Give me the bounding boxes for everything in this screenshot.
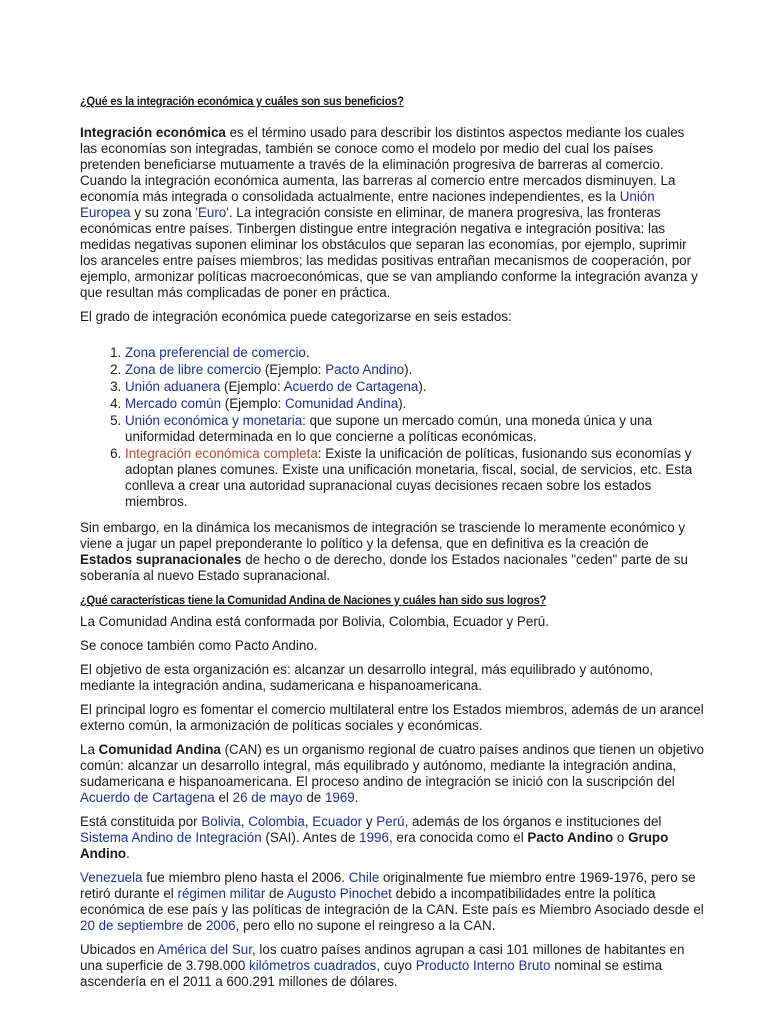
- text: nominal se estima ascendería en el 2011 a 600.291 millones de dólares.: [80, 958, 663, 989]
- text: , además de los órganos e instituciones del: [404, 814, 662, 829]
- heading-integracion: ¿Qué es la integración económica y cuáles son sus beneficios?: [80, 94, 404, 108]
- link-20-septiembre[interactable]: 20 de septiembre: [80, 918, 184, 933]
- text: (Ejemplo:: [261, 362, 326, 377]
- text: : Existe la unificación de políticas, fusionando sus economías y adoptan planes comunes. Existe una unificación monetaria, fiscal, social, de servicios, etc. Esta conlleva a crear una autoridad supranacional cuyas decisiones recaen sobre los estados miembros.: [125, 446, 693, 509]
- link-1969[interactable]: 1969: [324, 790, 355, 805]
- list-item: [125, 345, 704, 361]
- link-kilometros-cuadrados[interactable]: kilómetros cuadrados: [249, 958, 377, 973]
- text: .: [354, 790, 359, 805]
- text: y su zona: [130, 205, 196, 220]
- term-grupo-andino: Grupo Andino: [80, 830, 669, 861]
- link-union-europea[interactable]: Unión Europea: [80, 189, 655, 220]
- text: Sin embargo, en la dinámica los mecanismos de integración se trasciende lo meramente económico y viene a jugar un papel preponderante lo político y la defensa, que en definitiva es la creación de: [80, 520, 686, 551]
- text: , era conocida como el: [388, 830, 528, 845]
- text: . La integración consiste en eliminar, de manera progresiva, las fronteras económicas entre países. Tinbergen distingue entre integración negativa e integración positiva: las medidas negativas suponen eliminar los obstáculos que separan las economías, por ejemplo, suprimir los aranceles entre países miembros; las medidas positivas entrañan mecanismos de cooperación, por ejemplo, armonizar políticas macroeconómicas, que se van ampliando conforme la integración avanza y que resultan más complicadas de poner en práctica.: [80, 205, 698, 300]
- link-zona-libre-comercio[interactable]: Zona de libre comercio: [125, 362, 262, 377]
- link-union-aduanera[interactable]: Unión aduanera: [125, 379, 221, 394]
- text: debido a incompatibilidades entre la política económica de ese país y las políticas de integración de la CAN. Este país es Miembro Asociado desde el: [80, 886, 704, 917]
- link-america-del-sur[interactable]: América del Sur: [157, 942, 252, 957]
- list-item: [125, 362, 704, 378]
- paragraph-integracion: [80, 125, 704, 301]
- text: (SAI). Antes de: [261, 830, 360, 845]
- text: Está constituida por: [80, 814, 202, 829]
- paragraph-supranacional: [80, 520, 704, 584]
- document-body: [80, 90, 704, 998]
- link-venezuela[interactable]: Venezuela: [80, 870, 143, 885]
- text: .: [305, 345, 310, 360]
- paragraph-pacto-andino: Se conoce también como Pacto Andino.: [80, 638, 318, 653]
- link-comunidad-andina[interactable]: Comunidad Andina: [285, 396, 399, 411]
- text: ,: [304, 814, 313, 829]
- link-regimen-militar[interactable]: régimen militar: [177, 886, 266, 901]
- link-ecuador[interactable]: Ecuador: [312, 814, 363, 829]
- link-sistema-andino[interactable]: Sistema Andino de Integración: [80, 830, 262, 845]
- link-peru[interactable]: Perú: [376, 814, 405, 829]
- text: .: [126, 846, 130, 861]
- list-item: [125, 379, 704, 395]
- text: y: [362, 814, 377, 829]
- text: el: [214, 790, 233, 805]
- text: de: [302, 790, 325, 805]
- text: o: [613, 830, 629, 845]
- link-26-mayo[interactable]: 26 de mayo: [232, 790, 303, 805]
- text: ,: [240, 814, 249, 829]
- text: de: [183, 918, 206, 933]
- text: : que supone un mercado común, una moneda única y una uniformidad determinada en lo que concierne a políticas económicas.: [125, 413, 653, 444]
- link-euro[interactable]: 'Euro': [195, 205, 229, 220]
- link-acuerdo-cartagena[interactable]: Acuerdo de Cartagena: [283, 379, 419, 394]
- paragraph-venezuela-chile: [80, 870, 704, 934]
- text: Ubicados en: [80, 942, 158, 957]
- text: es el término usado para describir los distintos aspectos mediante los cuales las economías son integradas, también se conoce como el modelo por medio del cual los países pretenden beneficiarse mutuamente a través de la eliminación progresiva de barreras al comercio. Cuando la integración económica aumenta, las barreras al comercio entre mercados disminuyen. La economía más integrada o consolidada actualmente, entre naciones independientes, es la: [80, 125, 685, 204]
- text: originalmente fue miembro entre 1969-1976, pero se retiró durante el: [80, 870, 696, 901]
- paragraph-can: [80, 742, 704, 806]
- list-item: [125, 446, 704, 510]
- text: (Ejemplo:: [221, 396, 286, 411]
- link-union-economica-monetaria[interactable]: Unión económica y monetaria: [125, 413, 303, 428]
- link-integracion-completa[interactable]: Integración económica completa: [125, 446, 318, 461]
- link-pib[interactable]: Producto Interno Bruto: [415, 958, 551, 973]
- text: de hecho o de derecho, donde los Estados nacionales "ceden" parte de su soberanía al nuevo Estado supranacional.: [80, 552, 689, 583]
- link-pacto-andino[interactable]: Pacto Andino: [325, 362, 405, 377]
- list-estados: [80, 345, 704, 510]
- term-pacto-andino: Pacto Andino: [527, 830, 614, 845]
- link-bolivia[interactable]: Bolivia: [201, 814, 241, 829]
- link-augusto-pinochet[interactable]: Augusto Pinochet: [286, 886, 392, 901]
- link-2006[interactable]: 2006: [205, 918, 236, 933]
- paragraph-conformada: La Comunidad Andina está conformada por Bolivia, Colombia, Ecuador y Perú.: [80, 614, 549, 629]
- list-item: [125, 413, 704, 445]
- link-acuerdo-cartagena[interactable]: Acuerdo de Cartagena: [80, 790, 215, 805]
- text: ).: [418, 379, 427, 394]
- text: , cuyo: [376, 958, 416, 973]
- text: ).: [404, 362, 413, 377]
- text: (CAN) es un organismo regional de cuatro países andinos que tienen un objetivo común: alcanzar un desarrollo integral, más equilibrado y autónomo, mediante la integración andina, sudamericana e hispanoamericana. El proceso andino de integración se inició con la suscripción del: [80, 742, 704, 789]
- text: La: [80, 742, 99, 757]
- paragraph-ubicados: [80, 942, 704, 990]
- list-item: [125, 396, 704, 412]
- link-chile[interactable]: Chile: [348, 870, 380, 885]
- paragraph-constituida: [80, 814, 704, 862]
- text: de: [265, 886, 287, 901]
- term-integracion: Integración económica: [80, 125, 226, 140]
- text: fue miembro pleno hasta el 2006.: [142, 870, 349, 885]
- heading-comunidad-andina: ¿Qué características tiene la Comunidad Andina de Naciones y cuáles han sido sus logros?: [80, 593, 547, 607]
- link-zona-preferencial[interactable]: Zona preferencial de comercio: [125, 345, 306, 360]
- term-comunidad-andina: Comunidad Andina: [98, 742, 221, 757]
- paragraph-grados: El grado de integración económica puede categorizarse en seis estados:: [80, 309, 512, 324]
- text: ).: [398, 396, 407, 411]
- link-1996[interactable]: 1996: [359, 830, 389, 845]
- text: , los cuatro países andinos agrupan a casi 101 millones de habitantes en una superficie de 3.798.000: [80, 942, 685, 973]
- text: , pero ello no supone el reingreso a la CAN.: [235, 918, 496, 933]
- paragraph-objetivo: El objetivo de esta organización es: alcanzar un desarrollo integral, más equilibrado y autónomo, mediante la integración andina, sudamericana e hispanoamericana.: [80, 662, 654, 693]
- link-colombia[interactable]: Colombia: [248, 814, 305, 829]
- text: (Ejemplo:: [220, 379, 284, 394]
- link-mercado-comun[interactable]: Mercado común: [125, 396, 222, 411]
- paragraph-logro: El principal logro es fomentar el comercio multilateral entre los Estados miembros, además de un arancel externo común, la armonización de políticas sociales y económicas.: [80, 702, 704, 733]
- term-estados-supranacionales: Estados supranacionales: [80, 552, 242, 567]
